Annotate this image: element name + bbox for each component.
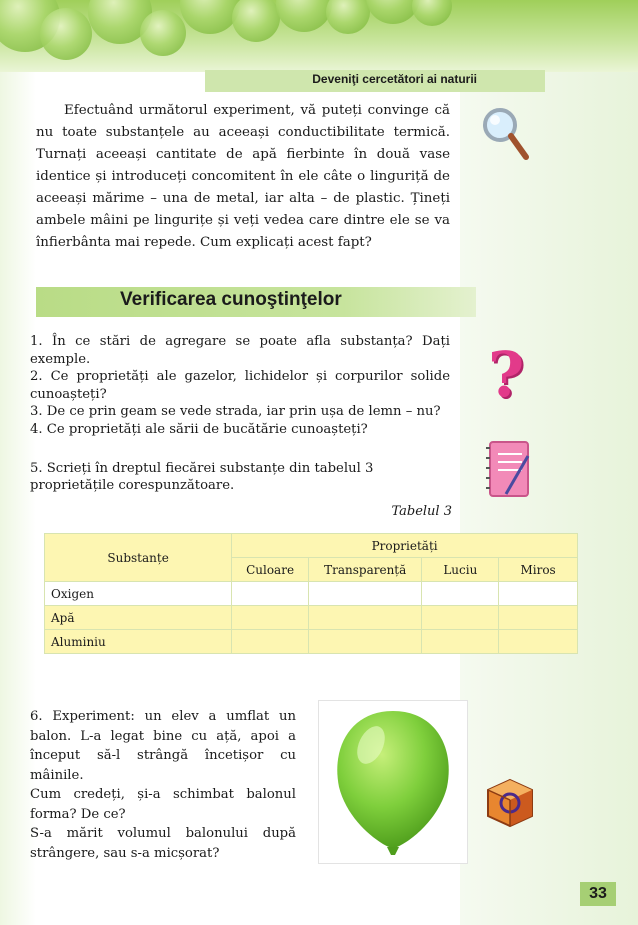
table-cell <box>422 606 499 630</box>
balloon-image <box>318 700 468 864</box>
research-title: Deveniţi cercetători ai naturii <box>312 72 477 86</box>
page-number: 33 <box>580 882 616 906</box>
header-transparenta: Transparență <box>308 558 422 582</box>
question-6 <box>30 707 296 863</box>
table-cell <box>308 630 422 654</box>
table-cell <box>308 582 422 606</box>
magnifier-icon <box>480 105 530 161</box>
header-miros: Miros <box>499 558 578 582</box>
row-label-oxigen: Oxigen <box>45 582 232 606</box>
table-cell <box>422 582 499 606</box>
table-cell <box>232 582 309 606</box>
row-label-apa: Apă <box>45 606 232 630</box>
table-row <box>45 606 578 630</box>
puzzle-cube-icon <box>484 776 536 828</box>
table-row <box>45 630 578 654</box>
question-6-part-3: S-a mărit volumul balonului după strângere, sau s-a micșorat? <box>30 826 296 861</box>
table-cell <box>308 606 422 630</box>
question-6-part-1: 6. Experiment: un elev a umflat un balon. L-a legat bine cu ață, apoi a început să-l strângă încetișor cu mâinile. <box>30 709 296 783</box>
section-title: Verificarea cunoştinţelor <box>120 289 342 310</box>
table-cell <box>499 606 578 630</box>
header-properties: Proprietăți <box>232 534 578 558</box>
properties-table <box>44 533 578 654</box>
header-decoration <box>0 0 638 72</box>
questions-list <box>30 333 450 438</box>
question-1: 1. În ce stări de agregare se poate afla substanța? Dați exemple. <box>30 334 450 367</box>
header-culoare: Culoare <box>232 558 309 582</box>
question-4: 4. Ce proprietăți ale sării de bucătărie cunoașteți? <box>30 421 368 437</box>
table-cell <box>232 606 309 630</box>
experiment-paragraph: Efectuând următorul experiment, vă puteți convinge că nu toate substanțele au aceeași conductibilitate termică. Turnați aceeași cantitate de apă fierbinte în două vase identice și introduceți concomitent în ele câte o linguriță de aceeași mărime – una de metal, iar alta – de plastic. Țineți ambele mâini pe lingurițe și veți vedea care dintre ele se va înfierbânta mai repede. Cum explicați acest fapt? <box>36 103 450 250</box>
table-cell <box>422 630 499 654</box>
header-substances: Substanțe <box>45 534 232 582</box>
table-label: Tabelul 3 <box>391 504 452 519</box>
question-6-part-2: Cum credeți, și-a schimbat balonul forma? De ce? <box>30 787 296 822</box>
row-label-aluminiu: Aluminiu <box>45 630 232 654</box>
table-cell <box>499 582 578 606</box>
header-luciu: Luciu <box>422 558 499 582</box>
question-2: 2. Ce proprietăți ale gazelor, lichidelor și corpurilor solide cunoașteți? <box>30 369 450 402</box>
table-cell <box>232 630 309 654</box>
question-mark-icon: ? <box>488 338 525 411</box>
question-5: 5. Scrieți în dreptul fiecărei substanțe din tabelul 3 proprietățile corespunzătoare. <box>30 461 374 493</box>
question-3: 3. De ce prin geam se vede strada, iar prin ușa de lemn – nu? <box>30 404 441 419</box>
table-cell <box>499 630 578 654</box>
table-row <box>45 582 578 606</box>
notebook-icon <box>484 438 532 500</box>
